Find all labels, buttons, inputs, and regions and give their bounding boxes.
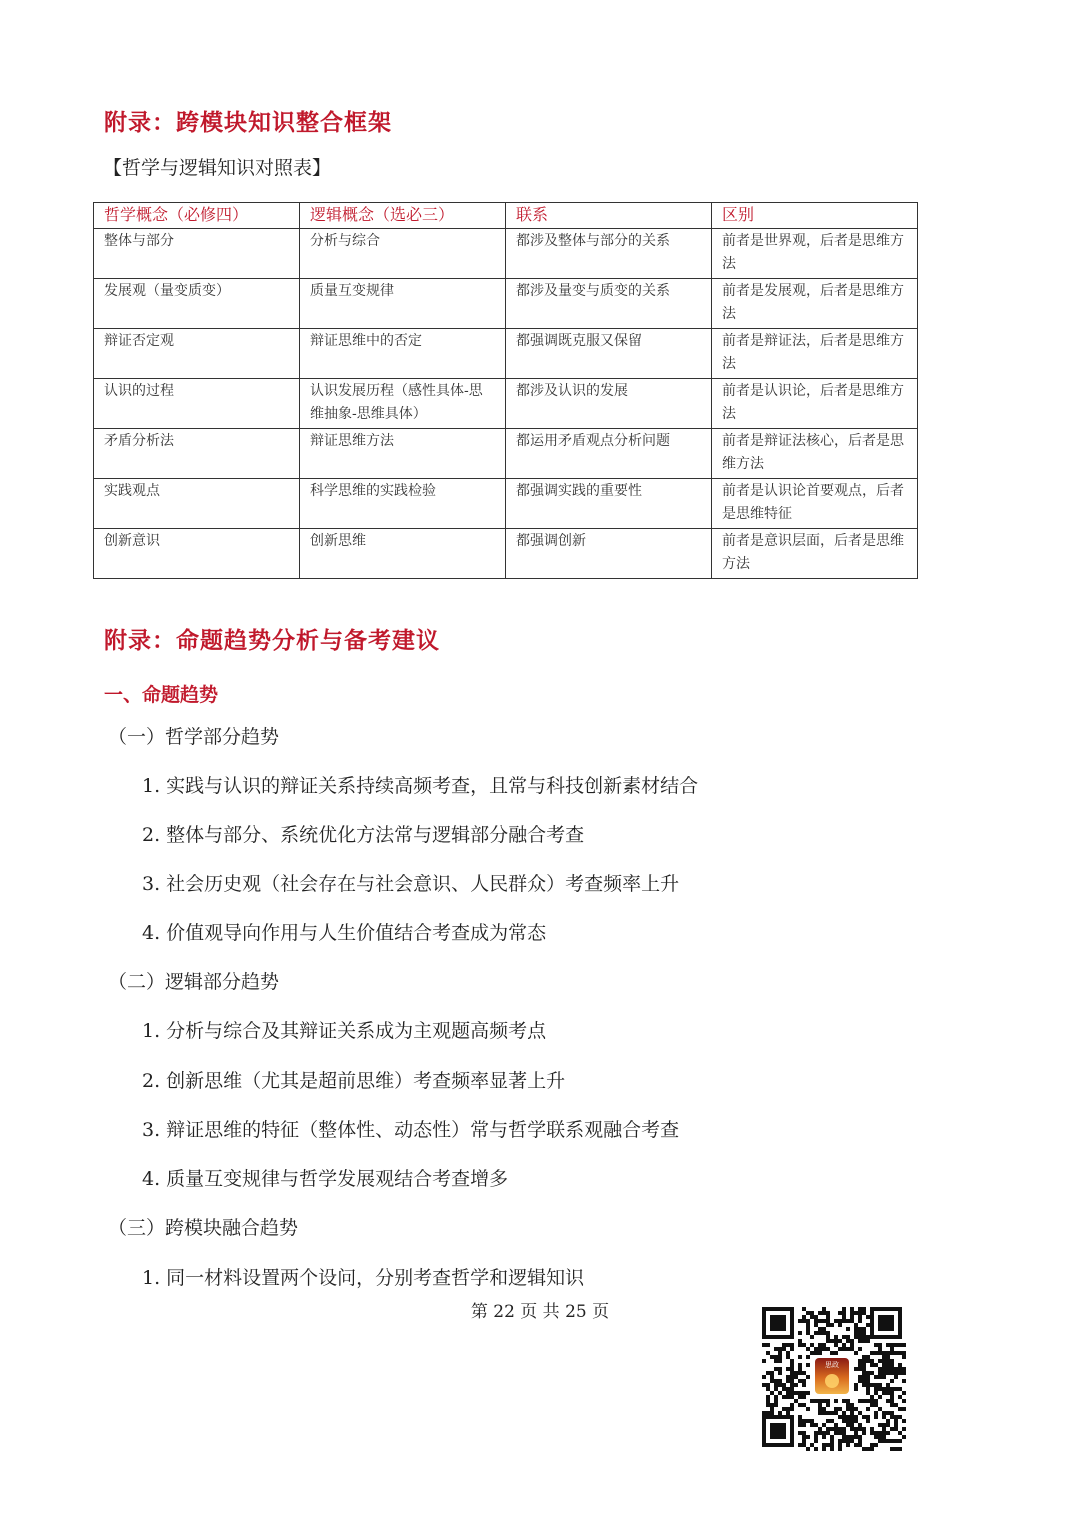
list-item: 4. 质量互变规律与哲学发展观结合考查增多 bbox=[142, 1168, 509, 1190]
appendix-title-trends: 附录：命题趋势分析与备考建议 bbox=[104, 628, 440, 654]
table-row bbox=[94, 479, 918, 529]
qr-logo-icon bbox=[812, 1355, 852, 1397]
page-number: 第 22 页 共 25 页 bbox=[470, 1302, 610, 1322]
list-item: 1. 同一材料设置两个设问，分别考查哲学和逻辑知识 bbox=[142, 1267, 585, 1289]
table-row bbox=[94, 529, 918, 579]
table-cell: 创新思维 bbox=[300, 529, 506, 579]
table-cell: 实践观点 bbox=[94, 479, 300, 529]
table-cell: 认识发展历程（感性具体-思维抽象-思维具体） bbox=[300, 379, 506, 429]
table-cell: 都运用矛盾观点分析问题 bbox=[506, 429, 712, 479]
table-cell: 发展观（量变质变） bbox=[94, 279, 300, 329]
header-connection: 联系 bbox=[506, 203, 712, 229]
table-row bbox=[94, 329, 918, 379]
group-title-logic: （二）逻辑部分趋势 bbox=[108, 971, 280, 993]
table-cell: 辩证否定观 bbox=[94, 329, 300, 379]
table-cell: 前者是意识层面，后者是思维方法 bbox=[712, 529, 918, 579]
table-caption: 【哲学与逻辑知识对照表】 bbox=[103, 157, 332, 179]
table-cell: 认识的过程 bbox=[94, 379, 300, 429]
header-difference: 区别 bbox=[712, 203, 918, 229]
qr-logo-label: 思政 bbox=[825, 1361, 839, 1369]
table-row bbox=[94, 429, 918, 479]
table-cell: 前者是认识论，后者是思维方法 bbox=[712, 379, 918, 429]
list-item: 2. 整体与部分、系统优化方法常与逻辑部分融合考查 bbox=[142, 824, 585, 846]
group-title-philosophy: （一）哲学部分趋势 bbox=[108, 726, 280, 748]
table-cell: 前者是认识论首要观点，后者是思维特征 bbox=[712, 479, 918, 529]
table-cell: 科学思维的实践检验 bbox=[300, 479, 506, 529]
table-cell: 整体与部分 bbox=[94, 229, 300, 279]
list-item: 1. 分析与综合及其辩证关系成为主观题高频考点 bbox=[142, 1020, 547, 1042]
table-cell: 辩证思维中的否定 bbox=[300, 329, 506, 379]
table-cell: 矛盾分析法 bbox=[94, 429, 300, 479]
table-cell: 都强调既克服又保留 bbox=[506, 329, 712, 379]
table-cell: 都强调实践的重要性 bbox=[506, 479, 712, 529]
table-cell: 前者是辩证法核心，后者是思维方法 bbox=[712, 429, 918, 479]
table-row bbox=[94, 229, 918, 279]
appendix-title-integration: 附录：跨模块知识整合框架 bbox=[104, 110, 392, 136]
table-cell: 前者是辩证法，后者是思维方法 bbox=[712, 329, 918, 379]
table-cell: 都强调创新 bbox=[506, 529, 712, 579]
list-item: 4. 价值观导向作用与人生价值结合考查成为常态 bbox=[142, 922, 547, 944]
group-title-cross-module: （三）跨模块融合趋势 bbox=[108, 1217, 299, 1239]
table-cell: 都涉及认识的发展 bbox=[506, 379, 712, 429]
table-cell: 分析与综合 bbox=[300, 229, 506, 279]
list-item: 1. 实践与认识的辩证关系持续高频考查，且常与科技创新素材结合 bbox=[142, 775, 699, 797]
list-item: 3. 辩证思维的特征（整体性、动态性）常与哲学联系观融合考查 bbox=[142, 1119, 680, 1141]
table-cell: 前者是发展观，后者是思维方法 bbox=[712, 279, 918, 329]
table-cell: 辩证思维方法 bbox=[300, 429, 506, 479]
table-cell: 质量互变规律 bbox=[300, 279, 506, 329]
list-item: 2. 创新思维（尤其是超前思维）考查频率显著上升 bbox=[142, 1070, 566, 1092]
table-header-row bbox=[94, 203, 918, 229]
header-philosophy: 哲学概念（必修四） bbox=[94, 203, 300, 229]
table-cell: 前者是世界观，后者是思维方法 bbox=[712, 229, 918, 279]
table-cell: 都涉及整体与部分的关系 bbox=[506, 229, 712, 279]
list-item: 3. 社会历史观（社会存在与社会意识、人民群众）考查频率上升 bbox=[142, 873, 680, 895]
table-row bbox=[94, 379, 918, 429]
comparison-table bbox=[93, 202, 918, 579]
table-cell: 都涉及量变与质变的关系 bbox=[506, 279, 712, 329]
qr-code-icon bbox=[758, 1303, 906, 1451]
header-logic: 逻辑概念（选必三） bbox=[300, 203, 506, 229]
table-row bbox=[94, 279, 918, 329]
table-cell: 创新意识 bbox=[94, 529, 300, 579]
section-title-trends: 一、命题趋势 bbox=[104, 684, 219, 706]
